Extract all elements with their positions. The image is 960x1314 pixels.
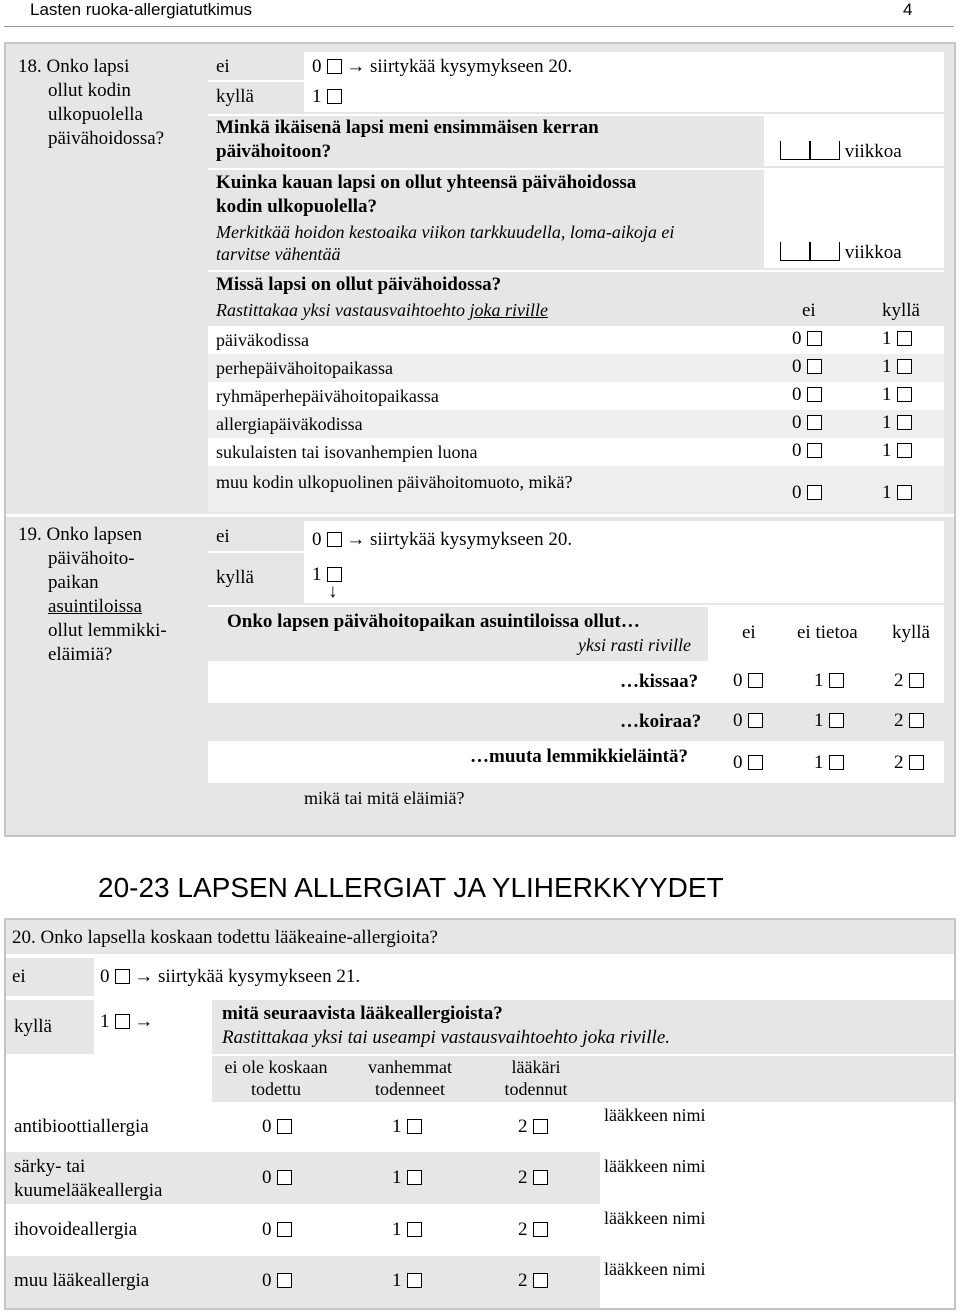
q19-kylla-checkbox[interactable]: 2 xyxy=(894,670,924,692)
q18-kylla-option[interactable]: 1 xyxy=(312,85,342,109)
q20-sub-note: Rastittakaa yksi tai useampi vastausvaihtoehto joka riville. xyxy=(222,1027,671,1048)
q18-row-kylla-checkbox[interactable]: 1 xyxy=(882,328,912,350)
q20-parents-checkbox[interactable]: 1 xyxy=(392,1270,422,1292)
q19-col-ei-tietoa: ei tietoa xyxy=(797,622,858,643)
q20-medicine-name-field[interactable]: lääkkeen nimi xyxy=(604,1259,706,1279)
down-arrow-icon: ↓ xyxy=(328,581,338,602)
checkbox[interactable] xyxy=(327,89,342,104)
q18-age-question: Minkä ikäisenä lapsi meni ensimmäisen kerran päivähoitoon? xyxy=(216,117,599,162)
q18-duration-note: Merkitkää hoidon kestoaika viikon tarkkuudella, loma-aikoja ei tarvitse vähentää xyxy=(216,222,675,264)
q19-kylla-checkbox[interactable]: 2 xyxy=(894,752,924,774)
q18-age-weeks-field[interactable]: viikkoa xyxy=(780,140,902,164)
q20-col-header: ei ole koskaan todettu xyxy=(224,1057,328,1099)
q20-medicine-name-field[interactable]: lääkkeen nimi xyxy=(604,1208,706,1228)
page-number: 4 xyxy=(903,0,913,19)
q20-doctor-checkbox[interactable]: 2 xyxy=(518,1270,548,1292)
q19-col-ei: ei xyxy=(742,622,756,643)
q20-sub-question: mitä seuraavista lääkeallergioista? xyxy=(222,1003,503,1024)
q20-medicine-name-field[interactable]: lääkkeen nimi xyxy=(604,1156,706,1176)
q20-parents-checkbox[interactable]: 1 xyxy=(392,1116,422,1138)
q18-row-ei-checkbox[interactable]: 0 xyxy=(792,328,822,350)
q19-animal-label: …muuta lemmikkieläintä? xyxy=(470,746,688,767)
q18-option-label: allergiapäiväkodissa xyxy=(216,414,363,434)
q20-col-header: vanhemmat todenneet xyxy=(368,1057,452,1099)
q19-col-kylla: kyllä xyxy=(892,622,930,643)
q18-row-ei-checkbox[interactable]: 0 xyxy=(792,482,822,504)
q20-never-checkbox[interactable]: 0 xyxy=(262,1167,292,1189)
q18-where-question: Missä lapsi on ollut päivähoidossa? xyxy=(216,274,502,295)
checkbox[interactable] xyxy=(327,59,342,74)
q20-kylla-label: kyllä xyxy=(14,1016,52,1037)
q20-row-label: ihovoideallergia xyxy=(14,1219,138,1240)
q20-never-checkbox[interactable]: 0 xyxy=(262,1270,292,1292)
q20-doctor-checkbox[interactable]: 2 xyxy=(518,1116,548,1138)
q20-doctor-checkbox[interactable]: 2 xyxy=(518,1219,548,1241)
header-rule xyxy=(4,26,954,27)
q18-duration-weeks-field[interactable]: viikkoa xyxy=(780,241,902,265)
q18-option-label: muu kodin ulkopuolinen päivähoitomuoto, mikä? xyxy=(216,472,573,492)
q20-doctor-checkbox[interactable]: 2 xyxy=(518,1167,548,1189)
q19-sub-note: yksi rasti riville xyxy=(578,635,691,655)
q19-ei-checkbox[interactable]: 0 xyxy=(733,670,763,692)
q19-animal-label: …kissaa? xyxy=(620,671,699,692)
q18-row-kylla-checkbox[interactable]: 1 xyxy=(882,440,912,462)
arrow-right-icon: → xyxy=(134,1011,154,1032)
q19-sub-question: Onko lapsen päivähoitopaikan asuintiloissa ollut… xyxy=(227,611,640,632)
q18-where-note: Rastittakaa yksi vastausvaihtoehto joka riville xyxy=(216,300,548,320)
q20-medicine-name-field[interactable]: lääkkeen nimi xyxy=(604,1105,706,1125)
checkbox[interactable] xyxy=(115,1014,130,1029)
q18-option-label: perhepäivähoitopaikassa xyxy=(216,358,393,378)
q19-ei-checkbox[interactable]: 0 xyxy=(733,752,763,774)
q20-ei-label: ei xyxy=(12,966,26,987)
q20-question: 20. Onko lapsella koskaan todettu lääkeaine-allergioita? xyxy=(12,927,438,948)
q20-col-header: lääkäri todennut xyxy=(504,1057,568,1099)
q20-row-label: antibioottiallergia xyxy=(14,1116,149,1137)
q20-never-checkbox[interactable]: 0 xyxy=(262,1219,292,1241)
q18-option-label: päiväkodissa xyxy=(216,330,309,350)
q18-col-ei: ei xyxy=(802,300,816,321)
q18-row-kylla-checkbox[interactable]: 1 xyxy=(882,412,912,434)
q19-which-animals: mikä tai mitä eläimiä? xyxy=(304,788,465,808)
q18-row-kylla-checkbox[interactable]: 1 xyxy=(882,384,912,406)
q20-kylla-option[interactable]: 1 → xyxy=(100,1011,154,1032)
q20-parents-checkbox[interactable]: 1 xyxy=(392,1219,422,1241)
q19-kylla-checkbox[interactable]: 2 xyxy=(894,710,924,732)
checkbox[interactable] xyxy=(327,532,342,547)
q18-option-label: ryhmäperhepäivähoitopaikassa xyxy=(216,386,439,406)
q20-parents-checkbox[interactable]: 1 xyxy=(392,1167,422,1189)
q18-row-ei-checkbox[interactable]: 0 xyxy=(792,384,822,406)
document-title: Lasten ruoka-allergiatutkimus xyxy=(30,0,253,19)
q19-ei-label: ei xyxy=(216,526,230,547)
q19-ei-tietoa-checkbox[interactable]: 1 xyxy=(814,752,844,774)
section-title: 20-23 LAPSEN ALLERGIAT JA YLIHERKKYYDET xyxy=(98,872,724,903)
q18-row-ei-checkbox[interactable]: 0 xyxy=(792,440,822,462)
q18-ei-label: ei xyxy=(216,56,230,77)
q19-ei-option[interactable]: 0 → siirtykää kysymykseen 20. xyxy=(312,529,573,550)
q20-never-checkbox[interactable]: 0 xyxy=(262,1116,292,1138)
q18-kylla-label: kyllä xyxy=(216,86,254,107)
q19-question: 19. Onko lapsen päivähoito- paikan asuintiloissa ollut lemmikki- eläimiä? xyxy=(18,524,167,665)
q18-row-ei-checkbox[interactable]: 0 xyxy=(792,412,822,434)
q18-option-label: sukulaisten tai isovanhempien luona xyxy=(216,442,478,462)
q18-duration-question: Kuinka kauan lapsi on ollut yhteensä päivähoidossa kodin ulkopuolella? xyxy=(216,172,637,217)
q19-ei-tietoa-checkbox[interactable]: 1 xyxy=(814,670,844,692)
q19-ei-tietoa-checkbox[interactable]: 1 xyxy=(814,710,844,732)
q20-row-label: särky- tai kuumelääkeallergia xyxy=(14,1156,163,1201)
q18-question: 18. Onko lapsi ollut kodin ulkopuolella päivähoidossa? xyxy=(18,56,165,149)
q19-kylla-label: kyllä xyxy=(216,567,254,588)
q19-kylla-option[interactable]: 1 xyxy=(312,563,342,587)
q18-ei-option[interactable]: 0 → siirtykää kysymykseen 20. xyxy=(312,56,573,77)
q19-ei-checkbox[interactable]: 0 xyxy=(733,710,763,732)
q19-animal-label: …koiraa? xyxy=(620,711,702,732)
checkbox[interactable] xyxy=(115,969,130,984)
q18-row-kylla-checkbox[interactable]: 1 xyxy=(882,356,912,378)
q18-col-kylla: kyllä xyxy=(882,300,920,321)
q20-ei-option[interactable]: 0 → siirtykää kysymykseen 21. xyxy=(100,966,361,987)
q20-row-label: muu lääkeallergia xyxy=(14,1270,150,1291)
q18-row-kylla-checkbox[interactable]: 1 xyxy=(882,482,912,504)
q18-row-ei-checkbox[interactable]: 0 xyxy=(792,356,822,378)
